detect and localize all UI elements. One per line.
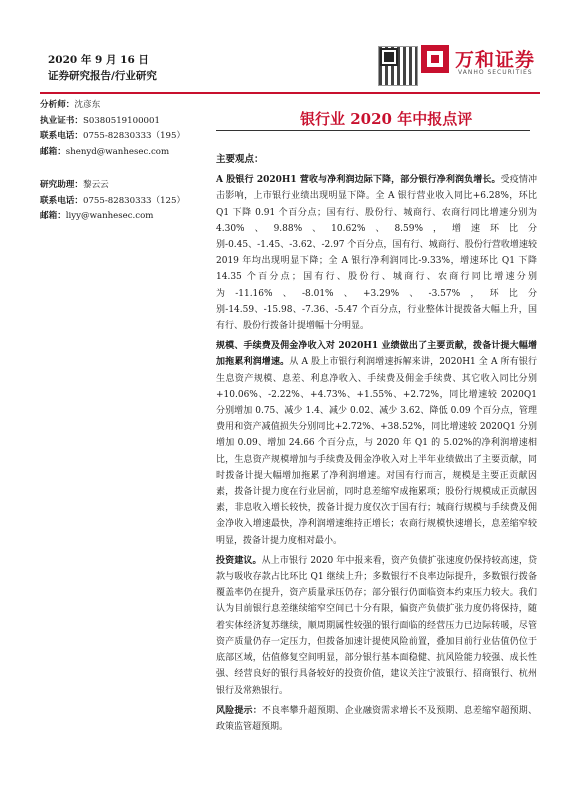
main-content	[216, 152, 537, 739]
assistant-email-row: 邮箱：liyy@wanhesec.com	[40, 211, 154, 222]
paragraph-attribution: 规模、手续费及佣金净收入对 2020H1 业绩做出了主要贡献，拨备计提大幅增加拖累利润增速。从 A 股上市银行利润增速拆解来讲，2020H1 全 A 所有银行生息资产规模、息差、利息净收入、手续费及佣金手续费、其它收入同比分别+10.06%、-2.22%、+4.73%、+1.55%、+2.72%，同比增速较 2020Q1 分别增加 0.75、减少 1.4、减少 0.02、减少 3.62、降低 0.09 个百分点，管理费用和资产减值损失分别同比+2.72%、+38.52%，同比增速较 2020Q1 分别增加 0.09、增加 24.66 个百分点，与 2020 年 Q1 的 5.02%的净利润增速相比，生息资产规模增加与手续费及佣金净收入对上半年业绩做出了主要贡献，同时拨备计提大幅增加拖累了净利润增速。对国有行而言，规模是主要正贡献因素，拨备计提力度在行业居前，同时息差缩窄成拖累项；股份行规模成正贡献因素，非息收入增长较快，拨备计提力度仅次于国有行；城商行规模与手续费及佣金净收入增速最快，净利润增速维持正增长；农商行规模快速增长，息差缩窄较明显，拨备计提力度相对最小。	[216, 341, 537, 546]
analyst-phone-row: 联系电话：0755-82830333（195）	[40, 131, 186, 142]
title-underline	[216, 130, 530, 131]
report-type: 证券研究报告/行业研究	[48, 70, 157, 82]
company-logo-text: 万和证券	[455, 49, 536, 71]
header-divider	[40, 92, 540, 94]
section-heading: 主要观点：	[216, 154, 264, 165]
paragraph-investment: 投资建议。从上市银行 2020 年中报来看，资产负债扩张速度仍保持较高速，贷款与吸收存款占比环比 Q1 继续上升；多数银行不良率边际提升，多数银行拨备覆盖率仍在提升，资产质量承压仍存；部分银行仍面临资本约束压力较大。我们认为目前银行息差继续缩窄空间已十分有限，偏资产负债扩张力度仍将保持，随着实体经济复苏继续，顺周期属性较强的银行面临的经营压力已边际转暖，尽管资产质量仍存一定压力，但拨备加速计提使风险前置，叠加目前行业估值仍位于底部区域，估值修复空间明显，部分银行基本面稳健、抗风险能力较强、成长性强、经营良好的银行具备较好的投资价值，建议关注宁波银行、招商银行、杭州银行及常熟银行。	[216, 555, 537, 696]
assistant-phone-row: 联系电话：0755-82830333（125）	[40, 195, 186, 206]
analyst-email-row: 邮箱：shenyd@wanhesec.com	[40, 146, 170, 157]
company-logo-icon	[420, 44, 450, 74]
assistant-info	[40, 178, 200, 225]
analyst-name-row: 分析师：沈彦东	[40, 100, 101, 110]
analyst-cert-row: 执业证书：S0380519100001	[40, 115, 160, 126]
qr-code-icon	[378, 46, 418, 86]
analyst-info	[40, 98, 200, 160]
report-title: 银行业 2020 年中报点评	[300, 110, 473, 128]
assistant-name-row: 研究助理：黎云云	[40, 180, 109, 190]
paragraph-performance: A 股银行 2020H1 营收与净利润边际下降，部分银行净利润负增长。受疫情冲击影响，上市银行业绩出现明显下降。全 A 银行营业收入同比+6.28%，环比 Q1 下降 0.91 个百分点；国有行、股份行、城商行、农商行同比增速分别为 4.30%、9.88%、10.62%、8.59%，增速环比分别-0.45、-1.45、-3.62、-2.97 个百分点，国有行、城商行、股份行营收增速较 2019 年均出现明显下降；全 A 银行净利润同比-9.33%，增速环比 Q1 下降 14.35 个百分点；国有行、股份行、城商行、农商行同比增速分别为-11.16%、-8.01%、+3.29%、-3.57%，环比分别-14.59、-15.98、-7.36、-5.47 个百分点，行业整体计提拨备大幅上升，国有行、股份行拨备计提增幅十分明显。	[216, 175, 537, 332]
paragraph-risk: 风险提示：不良率攀升超预期、企业融资需求增长不及预期、息差缩窄超预期、政策监管超预期。	[216, 705, 537, 732]
company-logo-subtext: VANHO SECURITIES	[458, 69, 533, 76]
report-date: 2020 年 9 月 16 日	[48, 54, 149, 66]
